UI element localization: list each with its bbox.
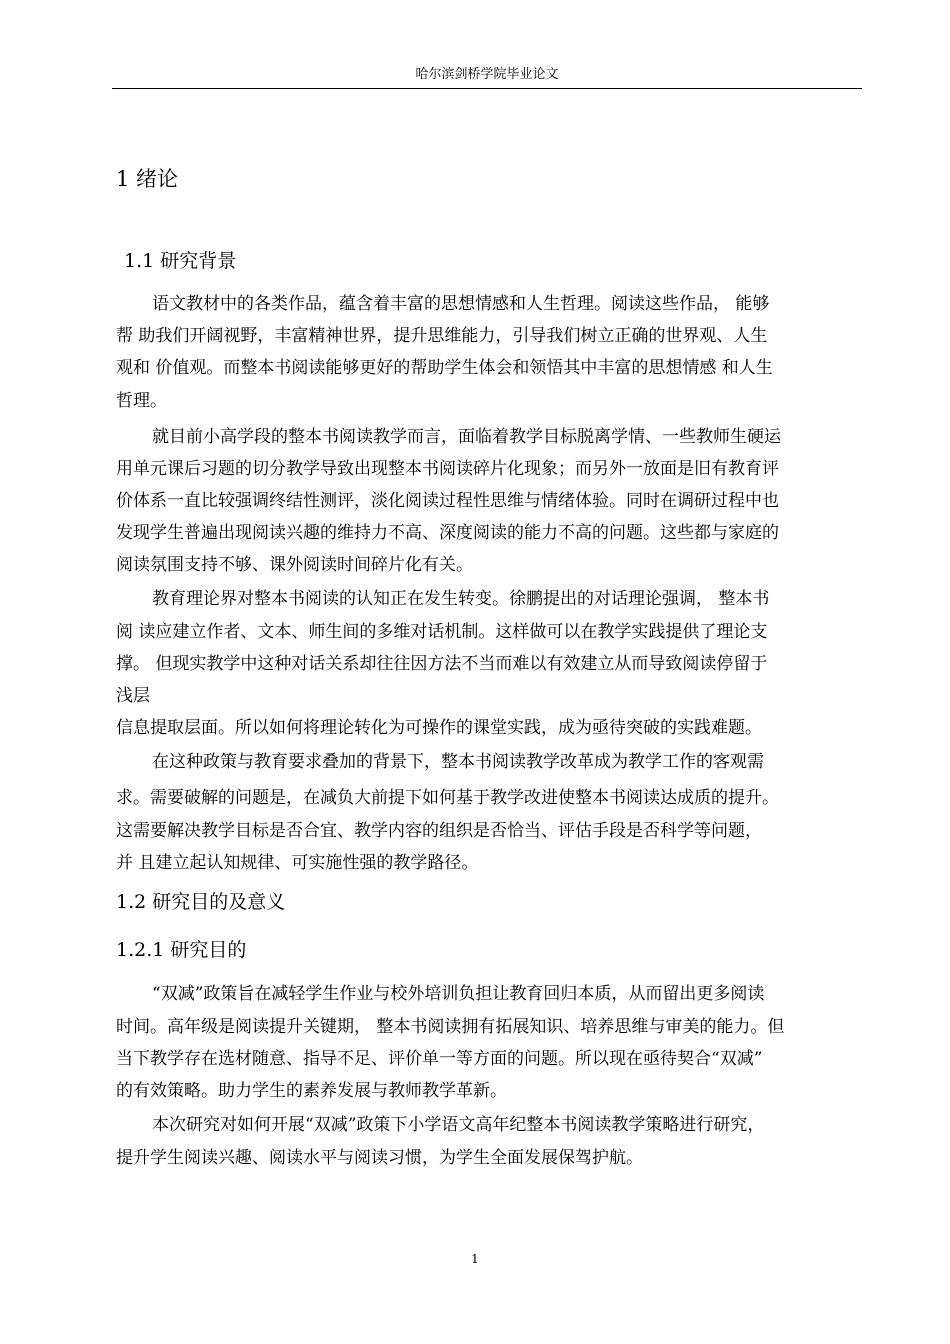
paragraph-line: 本次研究对如何开展“双减”政策下小学语文高年纪整本书阅读教学策略进行研究， (152, 1115, 765, 1135)
subsection-heading-1-2-1: 1.2.1 研究目的 (116, 939, 247, 961)
paragraph-line: 阅读氛围支持不够、课外阅读时间碎片化有关。 (116, 555, 473, 575)
section-heading-1-1: 1.1 研究背景 (124, 250, 237, 272)
chapter-heading: 1 绪论 (116, 167, 179, 191)
paragraph-line: 发现学生普遍出现阅读兴趣的维持力不高、深度阅读的能力不高的问题。这些都与家庭的 (116, 523, 779, 543)
paragraph-line: 浅层 (116, 686, 150, 706)
paragraph-line: 信息提取层面。所以如何将理论转化为可操作的课堂实践，成为亟待突破的实践难题。 (116, 718, 762, 738)
paragraph-line: 时间。高年级是阅读提升关键期， 整本书阅读拥有拓展知识、培养思维与审美的能力。但 (116, 1017, 785, 1037)
paragraph-line: 阅 读应建立作者、文本、师生间的多维对话机制。这样做可以在教学实践提供了理论支 (116, 622, 768, 642)
paragraph-line: 就目前小高学段的整本书阅读教学而言，面临着教学目标脱离学情、一些教师生硬运 (152, 427, 781, 447)
section-heading-1-2: 1.2 研究目的及意义 (116, 891, 286, 913)
paragraph-line: 观和 价值观。而整本书阅读能够更好的帮助学生体会和领悟其中丰富的思想情感 和人生 (116, 358, 773, 378)
paragraph-line: 并 且建立起认知规律、可实施性强的教学路径。 (116, 853, 479, 873)
paragraph-line: 提升学生阅读兴趣、阅读水平与阅读习惯，为学生全面发展保驾护航。 (116, 1148, 643, 1168)
paragraph-line: 语文教材中的各类作品，蕴含着丰富的思想情感和人生哲理。阅读这些作品， 能够 (152, 294, 770, 314)
paragraph-line: 的有效策略。助力学生的素养发展与教师教学革新。 (116, 1081, 507, 1101)
paragraph-line: 价体系一直比较强调终结性测评，淡化阅读过程性思维与情绪体验。同时在调研过程中也 (116, 491, 779, 511)
paragraph-line: 在这种政策与教育要求叠加的背景下，整本书阅读教学改革成为教学工作的客观需 (152, 752, 764, 772)
page-header: 哈尔滨剑桥学院毕业论文 (112, 66, 862, 89)
paragraph-line: “双减”政策旨在减轻学生作业与校外培训负担让教育回归本质，从而留出更多阅读 (152, 984, 765, 1004)
paragraph-line: 撑。 但现实教学中这种对话关系却往往因方法不当而难以有效建立从而导致阅读停留于 (116, 654, 768, 674)
paragraph-line: 当下教学存在选材随意、指导不足、评价单一等方面的问题。所以现在亟待契合“双减” (116, 1049, 763, 1069)
paragraph-line: 用单元课后习题的切分教学导致出现整本书阅读碎片化现象；而另外一放面是旧有教育评 (116, 459, 779, 479)
paragraph-line: 求。需要破解的问题是，在减负大前提下如何基于教学改进使整本书阅读达成质的提升。 (116, 788, 779, 808)
paragraph-line: 教育理论界对整本书阅读的认知正在发生转变。徐鹏提出的对话理论强调， 整本书 (152, 589, 770, 609)
paragraph-line: 哲理。 (116, 391, 167, 411)
paragraph-line: 这需要解决教学目标是否合宜、教学内容的组织是否恰当、评估手段是否科学等问题， (116, 821, 762, 841)
paragraph-line: 帮 助我们开阔视野，丰富精神世界，提升思维能力，引导我们树立正确的世界观、人生 (116, 326, 768, 346)
page-number: 1 (471, 1252, 479, 1266)
